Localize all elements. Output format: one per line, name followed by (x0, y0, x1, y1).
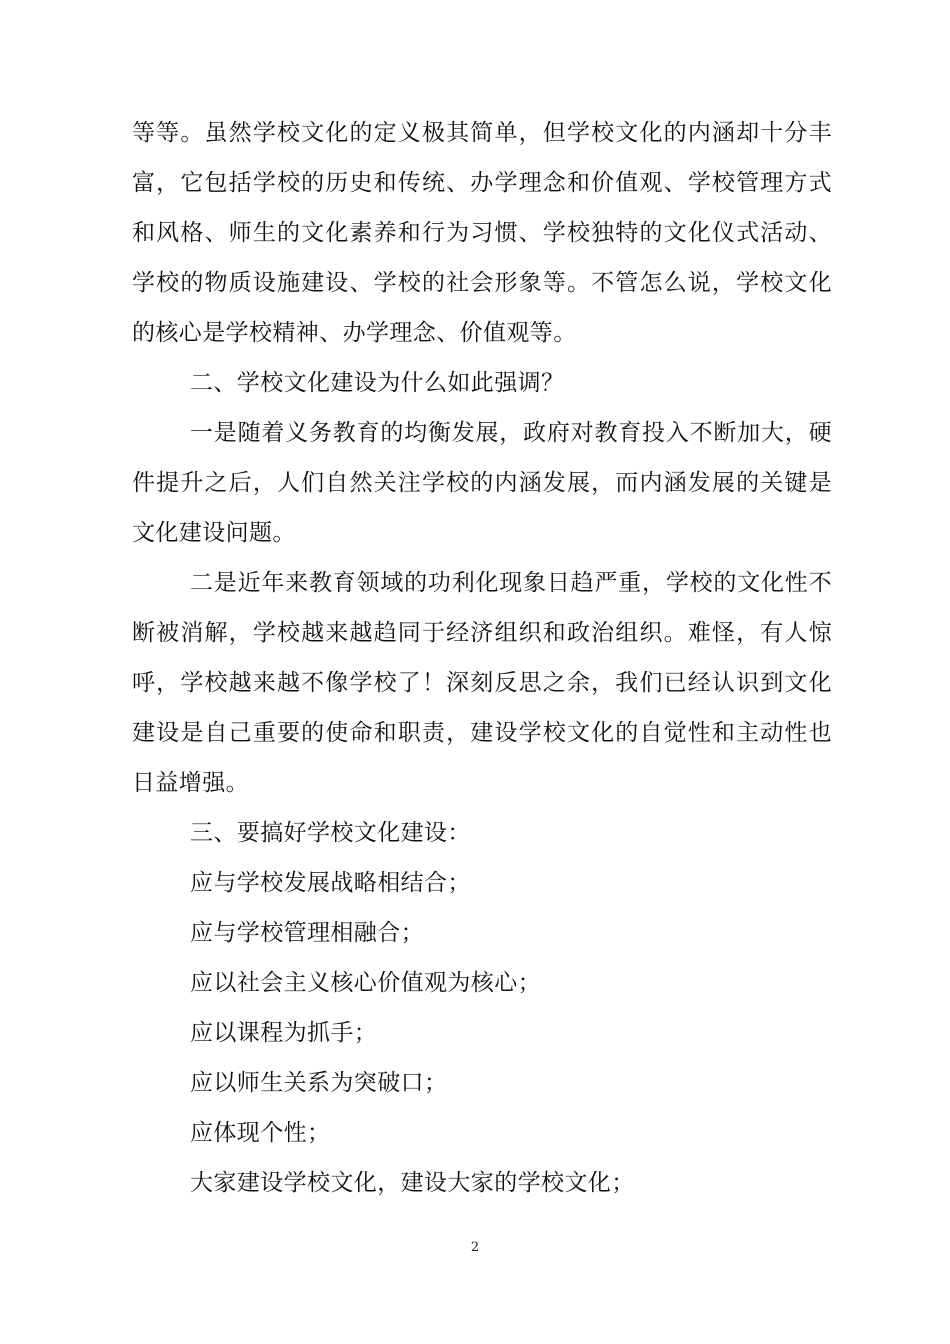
section-heading-3: 三、要搞好学校文化建设： (190, 820, 471, 846)
paragraph-continuation: 等等。虽然学校文化的定义极其简单，但学校文化的内涵却十分丰富，它包括学校的历史和传统、办学理念和价值观、学校管理方式和风格、师生的文化素养和行为习惯、学校独特的文化仪式活动、学校的物质设施建设、学校的社会形象等。不管怎么说，学校文化的核心是学校精神、办学理念、价值观等。 (132, 120, 832, 346)
list-item: 大家建设学校文化，建设大家的学校文化； (190, 1170, 635, 1196)
list-item: 应以师生关系为突破口； (190, 1070, 448, 1096)
paragraph-reason-2: 二是近年来教育领域的功利化现象日趋严重，学校的文化性不断被消解，学校越来越趋同于经济组织和政治组织。难怪，有人惊呼，学校越来越不像学校了！深刻反思之余，我们已经认识到文化建设是自己重要的使命和职责，建设学校文化的自觉性和主动性也日益增强。 (132, 570, 832, 796)
list-item: 应以课程为抓手； (190, 1020, 378, 1046)
list-item: 应以社会主义核心价值观为核心； (190, 970, 541, 996)
list-item: 应体现个性； (190, 1120, 331, 1146)
section-heading-2: 二、学校文化建设为什么如此强调？ (190, 370, 565, 396)
list-item: 应与学校发展战略相结合； (190, 870, 471, 896)
document-body (132, 108, 832, 1208)
list-item: 应与学校管理相融合； (190, 920, 424, 946)
paragraph-reason-1: 一是随着义务教育的均衡发展，政府对教育投入不断加大，硬件提升之后，人们自然关注学校的内涵发展，而内涵发展的关键是文化建设问题。 (132, 420, 832, 546)
page-number: 2 (470, 1240, 480, 1255)
